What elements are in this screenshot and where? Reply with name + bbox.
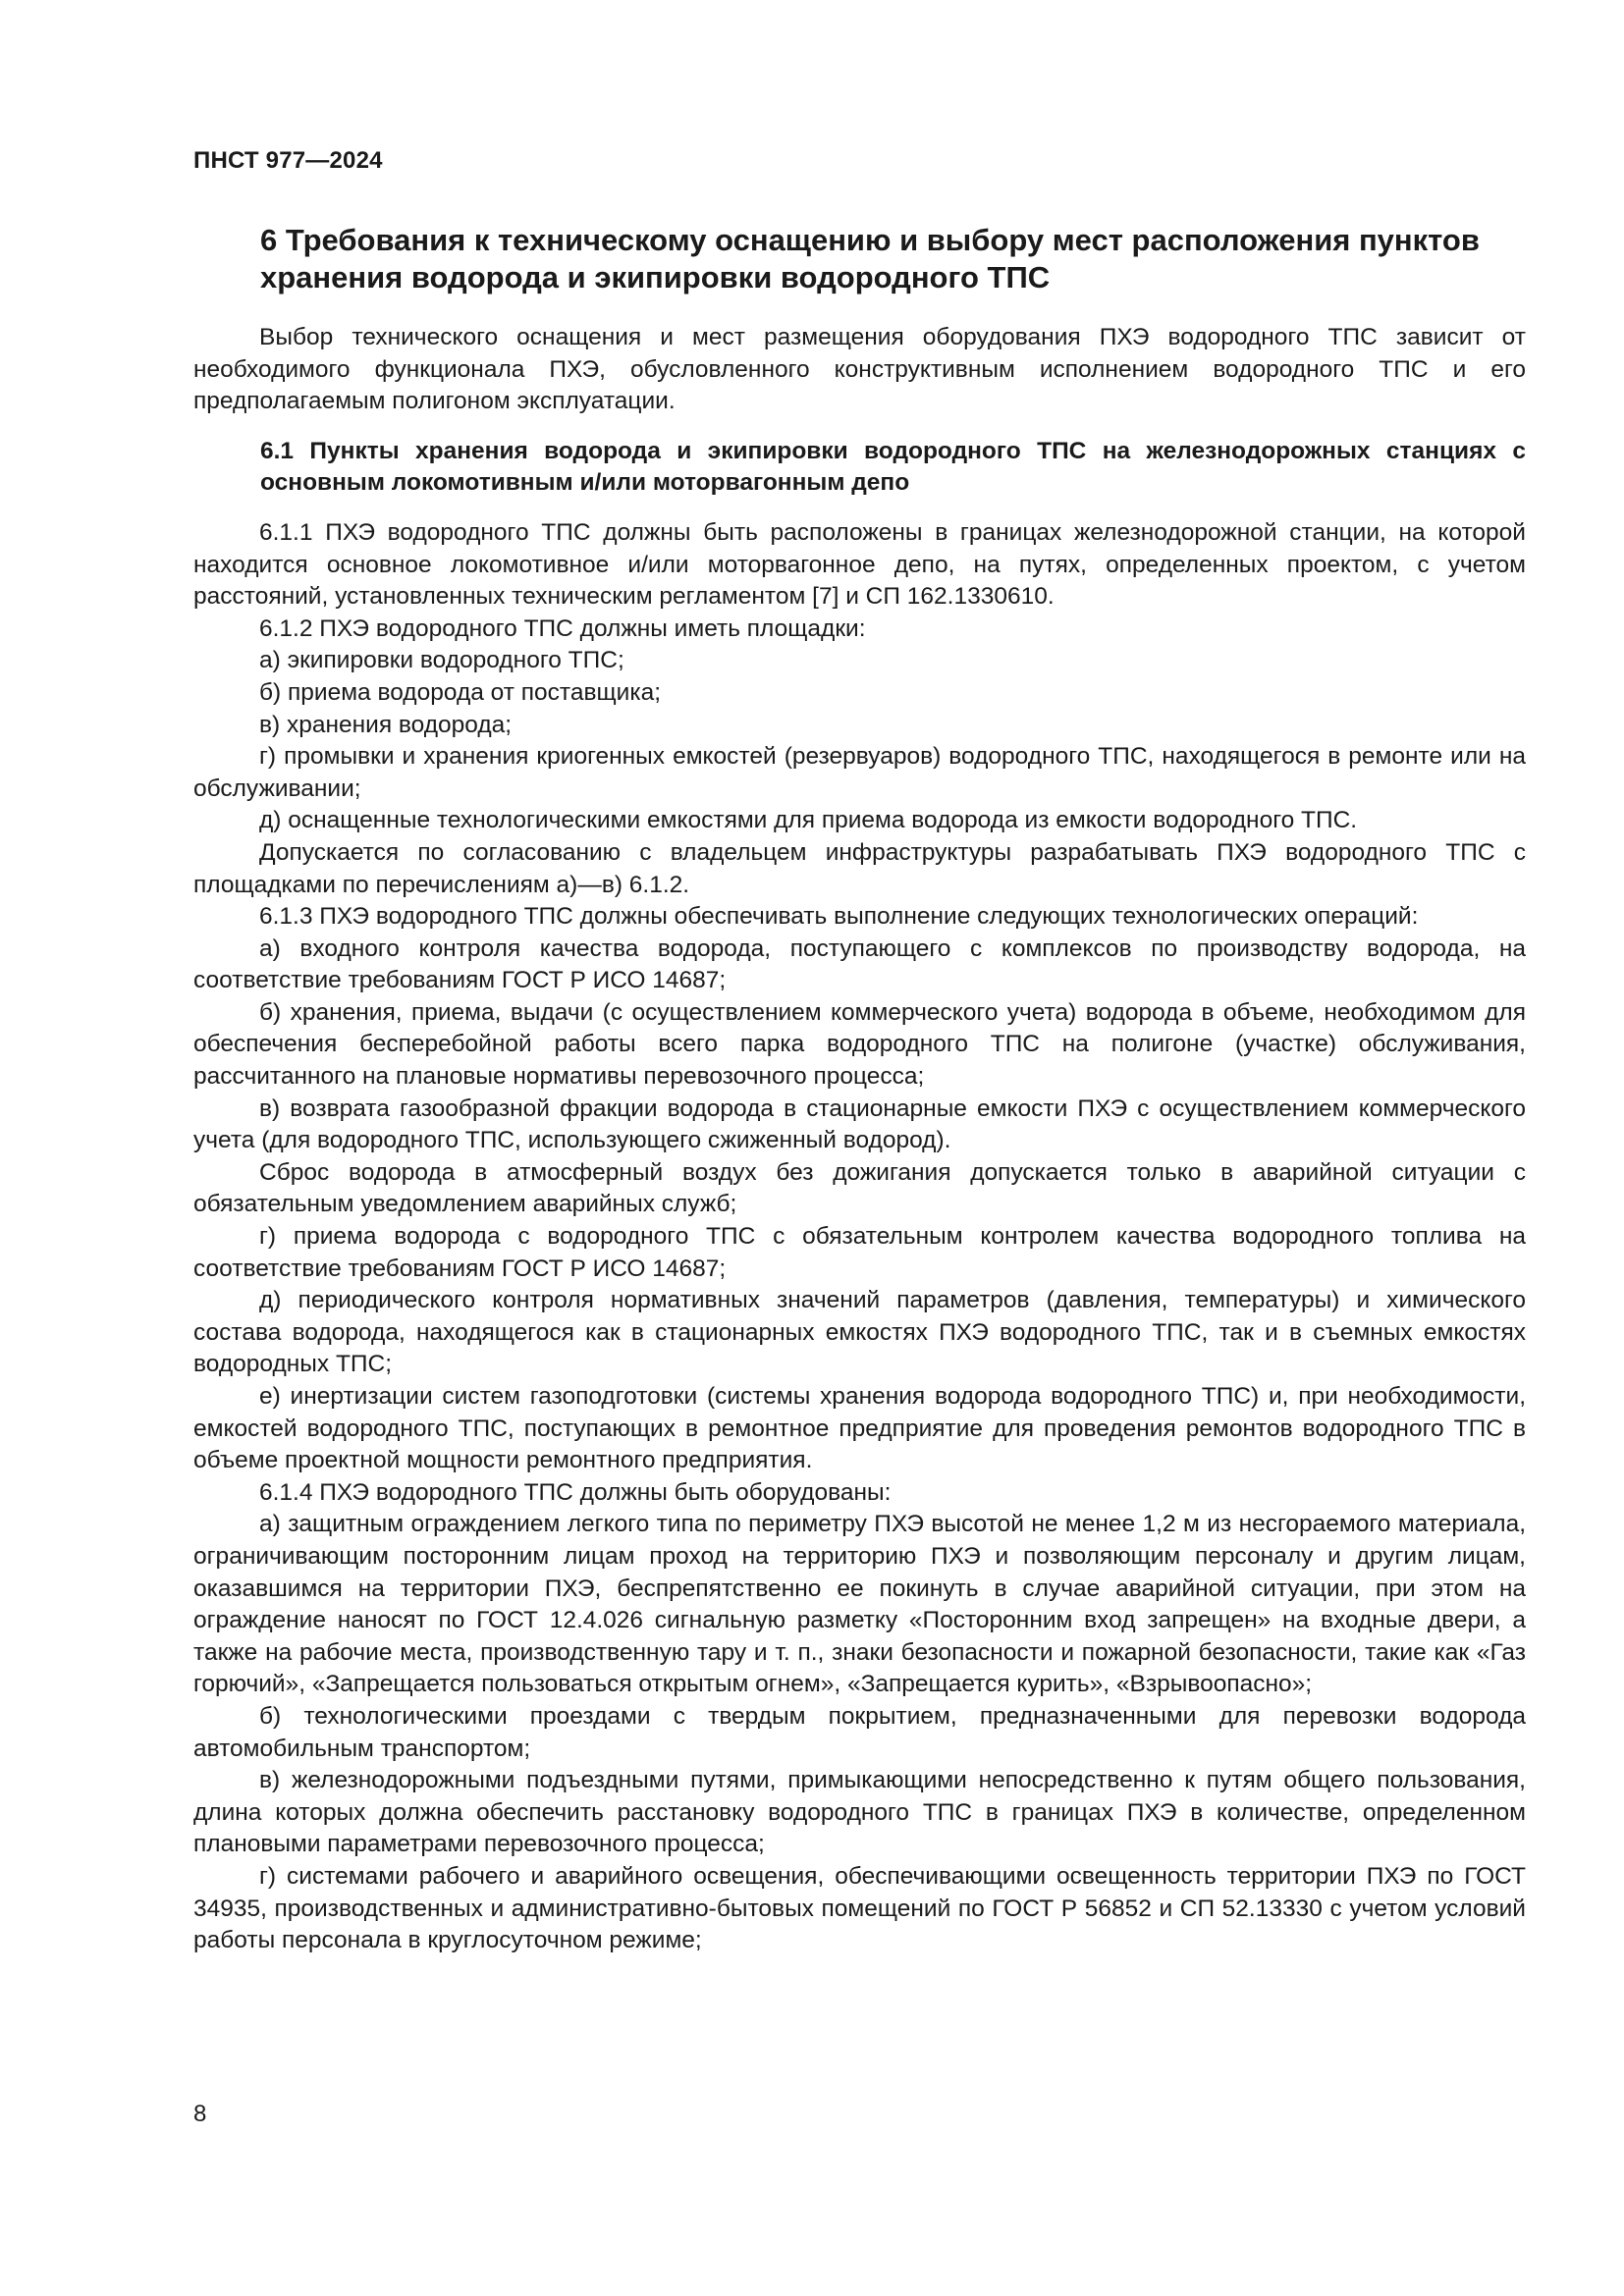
list-item: е) инертизации систем газоподготовки (системы хранения водорода водородного ТПС) и, при необходимости, емкостей водородного ТПС, поступающих в ремонтное предприятие для проведения ремонтов водородного ТПС в объеме проектной мощности ремонтного предприятия. <box>193 1383 1526 1474</box>
paragraph: 6.1.4 ПХЭ водородного ТПС должны быть оборудованы: <box>259 1478 892 1506</box>
paragraph: 6.1.1 ПХЭ водородного ТПС должны быть расположены в границах железнодорожной станции, на которой находится основное локомотивное и/или моторвагонное депо, на путях, определенных проектом, с учетом расстояний, установленных техническим регламентом [7] и СП 162.1330610. <box>193 518 1526 611</box>
list-item: в) хранения водорода; <box>259 711 513 738</box>
list-item: а) входного контроля качества водорода, поступающего с комплексов по производству водорода, на соответствие требованиям ГОСТ Р ИСО 14687; <box>193 934 1526 994</box>
list-item: в) железнодорожными подъездными путями, примыкающими непосредственно к путям общего пользования, длина которых должна обеспечить расстановку водородного ТПС в границах ПХЭ в количестве, определенном плановыми параметрами перевозочного процесса; <box>193 1767 1526 1858</box>
paragraph: 6.1.3 ПХЭ водородного ТПС должны обеспечивать выполнение следующих технологических операций: <box>259 903 1419 931</box>
list-item: д) оснащенные технологическими емкостями для приема водорода из емкости водородного ТПС. <box>259 807 1358 834</box>
list-item: б) технологическими проездами с твердым покрытием, предназначенными для перевозки водорода автомобильным транспортом; <box>193 1702 1526 1762</box>
list-item: г) промывки и хранения криогенных емкостей (резервуаров) водородного ТПС, находящегося в ремонте или на обслуживании; <box>193 743 1526 802</box>
list-item: в) возврата газообразной фракции водорода в стационарные емкости ПХЭ с осуществлением коммерческого учета (для водородного ТПС, использующего сжиженный водород). <box>193 1095 1526 1154</box>
paragraph: Сброс водорода в атмосферный воздух без дожигания допускается только в аварийной ситуации с обязательным уведомлением аварийных служб; <box>193 1158 1526 1218</box>
list-item: д) периодического контроля нормативных значений параметров (давления, температуры) и химического состава водорода, находящегося как в стационарных емкостях ПХЭ водородного ТПС, так и в съемных емкостях водородных ТПС; <box>193 1287 1526 1378</box>
list-item: а) экипировки водородного ТПС; <box>259 647 624 674</box>
page-number: 8 <box>193 2101 207 2127</box>
document-code: ПНСТ 977—2024 <box>193 147 383 174</box>
paragraph: 6.1.2 ПХЭ водородного ТПС должны иметь площадки: <box>259 614 866 642</box>
list-item: б) хранения, приема, выдачи (с осуществлением коммерческого учета) водорода в объеме, необходимом для обеспечения бесперебойной работы всего парка водородного ТПС на полигоне (участке) обслуживания, рассчитанного на плановые нормативы перевозочного процесса; <box>193 998 1526 1091</box>
section-title: 6 Требования к техническому оснащению и выбору мест расположения пунктов хранения водорода и экипировки водородного ТПС <box>260 223 1480 294</box>
list-item: г) приема водорода с водородного ТПС с обязательным контролем качества водородного топлива на соответствие требованиям ГОСТ Р ИСО 14687; <box>193 1223 1526 1282</box>
subsection-title: 6.1 Пункты хранения водорода и экипировки водородного ТПС на железнодорожных станциях с основным локомотивным и/или моторвагонным депо <box>260 437 1526 497</box>
list-item: а) защитным ограждением легкого типа по периметру ПХЭ высотой не менее 1,2 м из несгораемого материала, ограничивающим посторонним лицам проход на территорию ПХЭ и позволяющим персоналу и другим лицам, оказавшимся на территории ПХЭ, беспрепятственно ее покинуть в случае аварийной ситуации, при этом на ограждение наносят по ГОСТ 12.4.026 сигнальную разметку «Посторонним вход запрещен» на входные двери, а также на рабочие места, производственную тару и т. п., знаки безопасности и пожарной безопасности, такие как «Газ горючий», «Запрещается пользоваться открытым огнем», «Запрещается курить», «Взрывоопасно»; <box>193 1511 1526 1698</box>
paragraph: Допускается по согласованию с владельцем инфраструктуры разрабатывать ПХЭ водородного ТПС с площадками по перечислениям а)—в) 6.1.2. <box>193 838 1526 898</box>
section-intro: Выбор технического оснащения и мест размещения оборудования ПХЭ водородного ТПС зависит от необходимого функционала ПХЭ, обусловленного конструктивным исполнением водородного ТПС и его предполагаемым полигоном эксплуатации. <box>193 324 1526 415</box>
list-item: б) приема водорода от поставщика; <box>259 678 662 706</box>
list-item: г) системами рабочего и аварийного освещения, обеспечивающими освещенность территории ПХЭ по ГОСТ 34935, производственных и административно-бытовых помещений по ГОСТ Р 56852 и СП 52.13330 с учетом условий работы персонала в круглосуточном режиме; <box>193 1862 1526 1954</box>
page-content <box>193 222 1526 1957</box>
